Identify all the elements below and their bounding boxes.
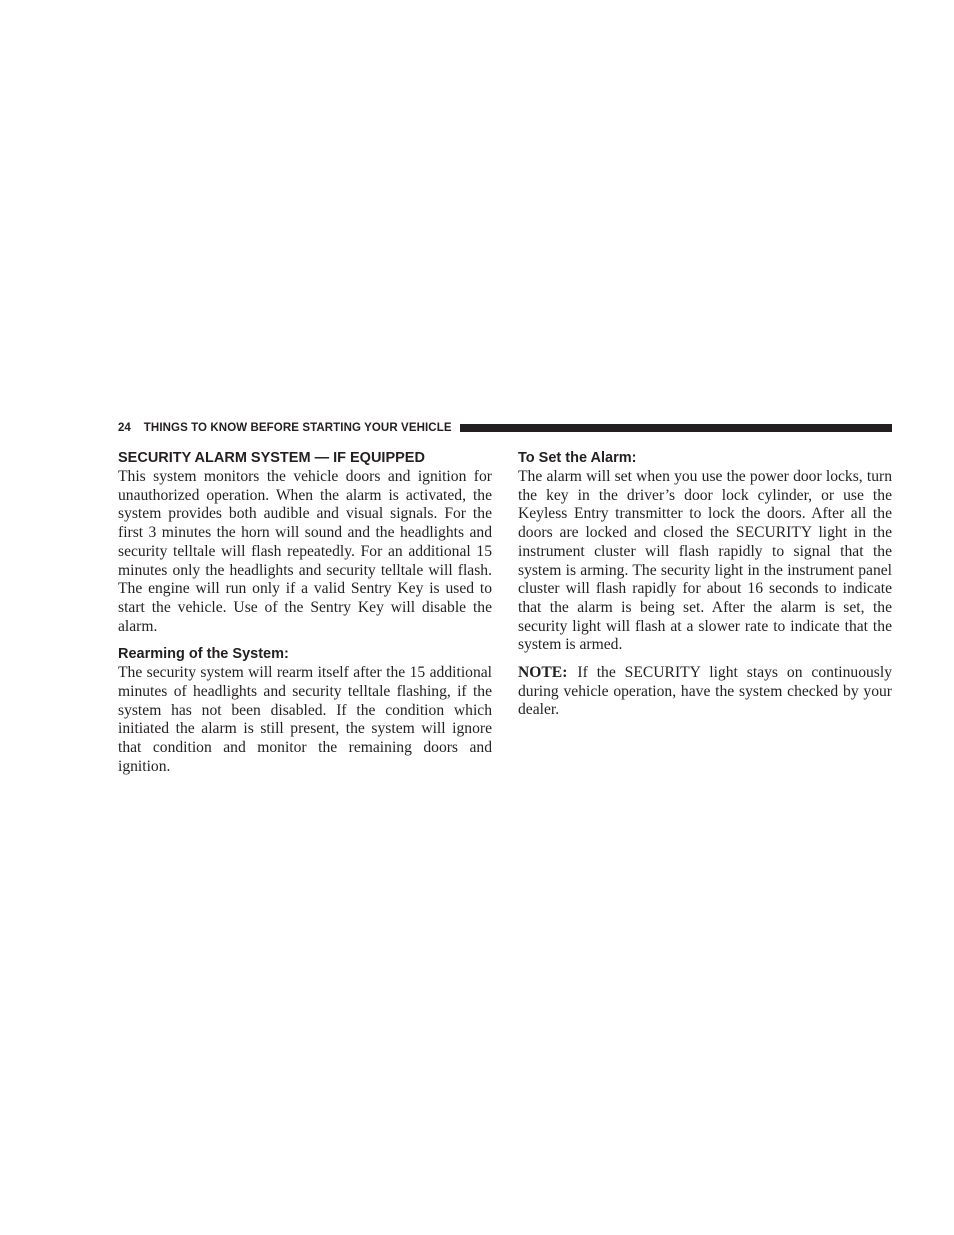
page-header — [118, 419, 892, 437]
running-title: THINGS TO KNOW BEFORE STARTING YOUR VEHICLE — [143, 422, 452, 434]
set-alarm-paragraph: The alarm will set when you use the power door locks, turn the key in the driver’s door lock cylinder, or use the Keyless Entry transmitter to lock the doors. After all the doors are locked and closed the SECURITY light in the instrument cluster will flash rapidly to signal that the system is arming. The security light in the instrument panel cluster will flash rapidly for about 16 seconds to indicate that the alarm is being set. After the alarm is set, the security light will flash at a slower rate to indicate that the system is armed. — [518, 468, 892, 654]
right-column — [518, 448, 892, 720]
section-title: SECURITY ALARM SYSTEM — IF EQUIPPED — [118, 450, 425, 466]
set-alarm-heading: To Set the Alarm: — [518, 450, 637, 466]
note-label: NOTE: — [518, 664, 568, 682]
note-paragraph — [518, 664, 892, 720]
intro-paragraph: This system monitors the vehicle doors and ignition for unauthorized operation. When the alarm is activated, the system provides both audible and visual signals. For the first 3 minutes the horn will sound and the headlights and security telltale will flash repeatedly. For an additional 15 minutes only the headlights and security telltale will flash. The engine will run only if a valid Sentry Key is used to start the vehicle. Use of the Sentry Key will disable the alarm. — [118, 468, 492, 635]
left-column — [118, 448, 492, 777]
header-rule — [460, 424, 892, 432]
rearming-paragraph: The security system will rearm itself after the 15 additional minutes of headlights and security telltale flashing, if the system has not been disabled. If the condition which initiated the alarm is still present, the system will ignore that condition and monitor the remaining doors and ignition. — [118, 664, 492, 775]
rearming-heading: Rearming of the System: — [118, 646, 289, 663]
note-text: If the SECURITY light stays on continuously during vehicle operation, have the system checked by your dealer. — [518, 664, 892, 719]
page-number: 24 — [118, 422, 131, 434]
